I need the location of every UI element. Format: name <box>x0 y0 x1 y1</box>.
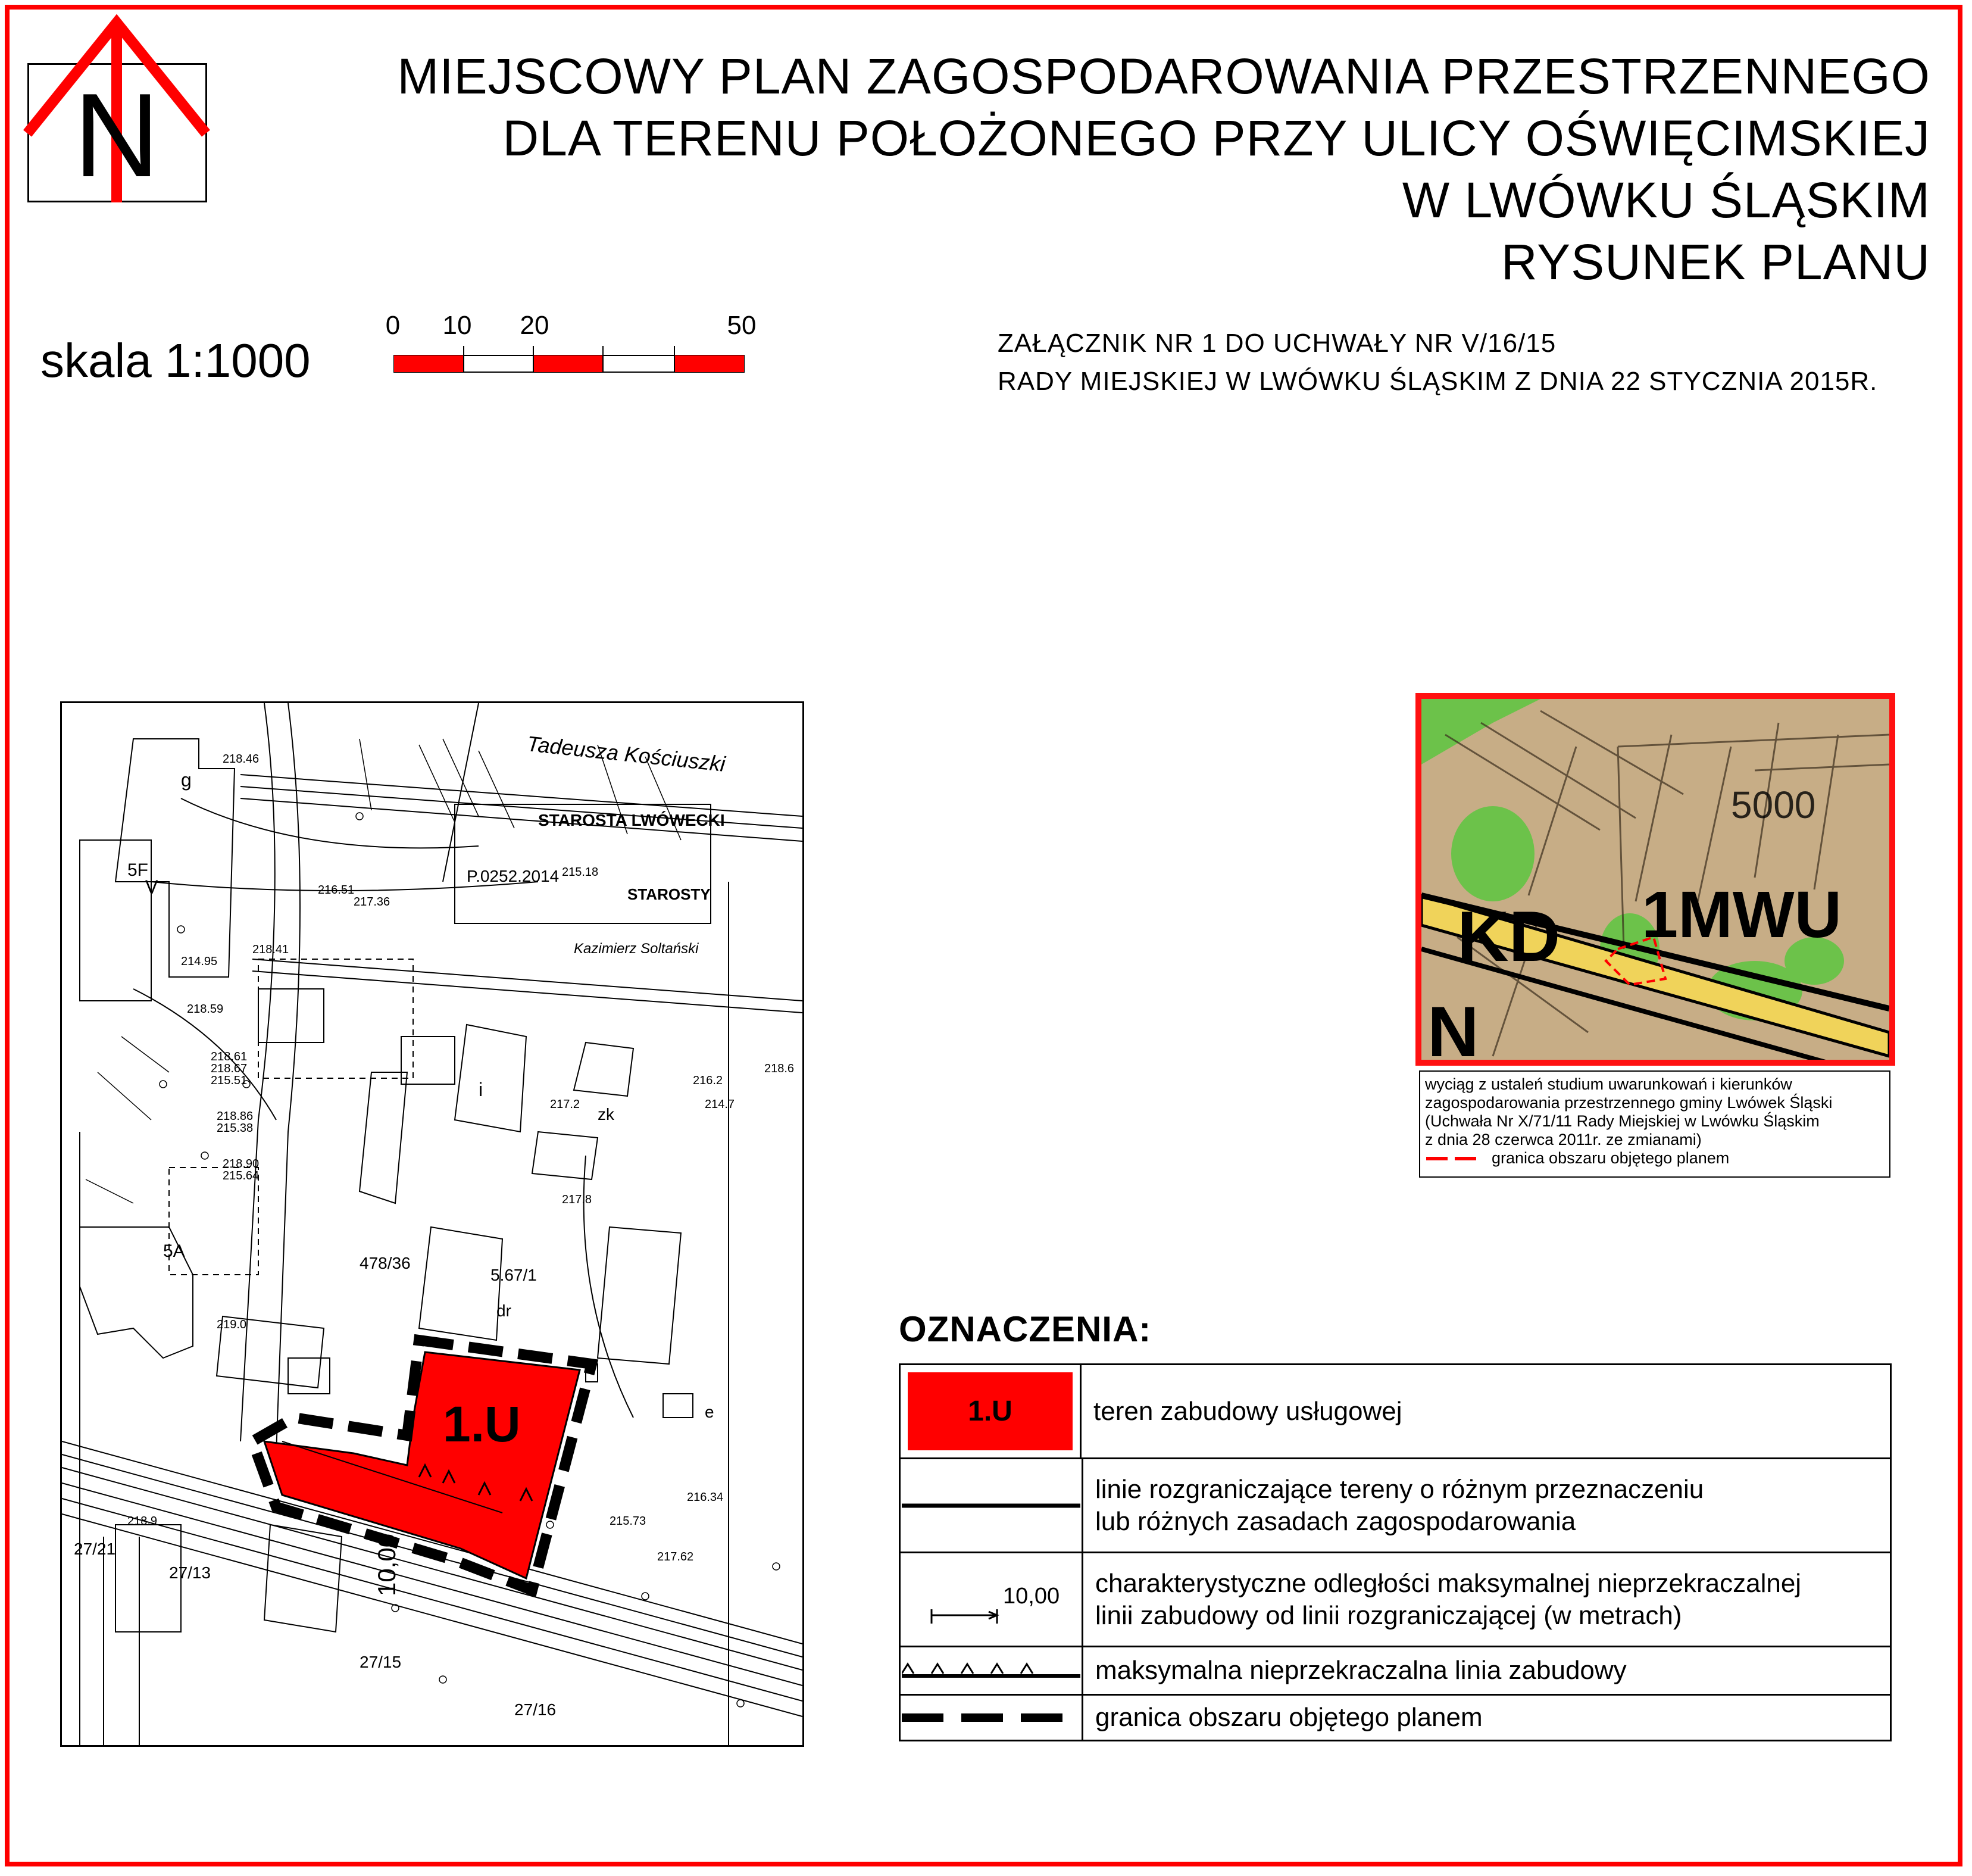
elevation-label: 218.59 <box>187 1003 224 1016</box>
dashed-boundary-icon <box>902 1706 1080 1730</box>
scale-bar <box>381 307 762 378</box>
legend-row-distance <box>901 1553 1890 1647</box>
parcel-5-67-1: 5.67/1 <box>490 1266 537 1284</box>
elevation-label: 218.61 <box>211 1050 248 1063</box>
elevation-label: 217.62 <box>657 1550 694 1563</box>
building-code-5a: 5A <box>163 1241 185 1261</box>
annex-line-1: ZAŁĄCZNIK NR 1 DO UCHWAŁY NR V/16/15 <box>998 329 1557 358</box>
zone-1u-label: 1.U <box>443 1396 521 1452</box>
building-code-g-1: g <box>181 769 192 791</box>
legend-text: granica obszaru objętego planem <box>1095 1703 1483 1732</box>
inset-legend-label: granica obszaru objętego planem <box>1492 1149 1730 1167</box>
approval-stamp <box>455 804 725 957</box>
legend-desc <box>1083 1459 1890 1552</box>
stamp-role: STAROSTY <box>627 885 711 903</box>
elevation-label: 218.46 <box>223 753 260 766</box>
elevation-label: 218.41 <box>252 943 289 956</box>
parcel-27-15: 27/15 <box>360 1653 402 1671</box>
parcel-27-13: 27/13 <box>169 1563 211 1582</box>
title-line-2: DLA TERENU POŁOŻONEGO PRZY ULICY OŚWIĘCIMSKIEJ <box>502 110 1930 166</box>
scale-seg-5 <box>674 355 744 372</box>
legend-desc <box>1083 1696 1890 1740</box>
elevation-label: 216.2 <box>693 1074 723 1087</box>
elevation-label: 215.73 <box>610 1515 646 1528</box>
parcel-478-36: 478/36 <box>360 1254 411 1272</box>
inset-caption-line-3: (Uchwała Nr X/71/11 Rady Miejskiej w Lwówku Śląskim <box>1425 1112 1820 1130</box>
elevation-label: 215.18 <box>562 866 599 879</box>
inset-label-1mwu: 1MWU <box>1642 878 1842 951</box>
elevation-label: 219.0 <box>217 1318 247 1331</box>
legend-text: teren zabudowy usługowej <box>1093 1396 1402 1426</box>
legend-distance-value: 10,00 <box>1003 1583 1060 1609</box>
building-code-v-1: V <box>145 876 158 898</box>
legend-text: lub różnych zasadach zagospodarowania <box>1095 1506 1576 1536</box>
legend-symbol-cell <box>901 1365 1082 1457</box>
elevation-label: 218.90 <box>223 1157 260 1170</box>
building-code-i: i <box>479 1079 483 1100</box>
parcel-27-16: 27/16 <box>514 1700 557 1719</box>
solid-line-icon <box>902 1494 1080 1518</box>
legend-row-boundary-lines <box>901 1459 1890 1553</box>
inset-legend-row <box>1425 1149 1885 1168</box>
scale-seg-1 <box>394 355 464 372</box>
elevation-label: 217.2 <box>550 1098 580 1111</box>
inset-label-n: N <box>1427 992 1479 1060</box>
inset-caption-line-2: zagospodarowania przestrzennego gminy Lwówek Śląski <box>1425 1094 1833 1112</box>
plan-title <box>204 45 1930 293</box>
red-dashed-line-icon <box>1425 1155 1485 1162</box>
scale-seg-3 <box>533 355 603 372</box>
legend-text: linie rozgraniczające tereny o różnym przeznaczeniu <box>1095 1474 1704 1504</box>
inset-caption-line-1: wyciąg z ustaleń studium uwarunkowań i kierunków <box>1425 1075 1792 1093</box>
elevation-label: 214.7 <box>705 1098 735 1111</box>
scale-tick-50: 50 <box>727 311 757 340</box>
elevation-label: 217.36 <box>354 895 390 909</box>
annex-text <box>998 324 1877 401</box>
elevation-label: 216.51 <box>318 884 355 897</box>
inset-caption-line-4: z dnia 28 czerwca 2011r. ze zmianami) <box>1425 1131 1702 1148</box>
zone-1u-swatch: 1.U <box>908 1372 1073 1450</box>
building-code-zk: zk <box>598 1105 614 1123</box>
scale-tick-0: 0 <box>385 311 401 340</box>
building-code-5f: 5F <box>127 860 149 880</box>
legend-desc <box>1082 1365 1890 1457</box>
legend-desc <box>1083 1553 1890 1646</box>
distance-arrow-icon <box>902 1564 1080 1635</box>
cadastral-map <box>60 701 804 1747</box>
legend-row-plan-boundary <box>901 1696 1890 1740</box>
title-line-4: RYSUNEK PLANU <box>1501 234 1930 290</box>
stamp-name: Kazimierz Soltański <box>574 941 699 957</box>
elevation-label: 218.67 <box>211 1062 248 1075</box>
legend-table <box>899 1363 1892 1741</box>
north-arrow <box>27 63 207 202</box>
inset-caption <box>1419 1070 1890 1178</box>
scale-label: skala 1:1000 <box>40 334 311 387</box>
legend-title: OZNACZENIA: <box>899 1309 1152 1349</box>
legend-symbol-cell <box>901 1647 1083 1694</box>
north-letter: N <box>73 69 160 202</box>
inset-label-kd: KD <box>1457 897 1561 976</box>
title-line-3: W LWÓWKU ŚLĄSKIM <box>1402 172 1930 228</box>
title-line-1: MIEJSCOWY PLAN ZAGOSPODAROWANIA PRZESTRZENNEGO <box>397 48 1930 104</box>
elevation-label: 215.64 <box>223 1169 260 1182</box>
scale-tick-10: 10 <box>442 311 472 340</box>
parcel-27-21: 27/21 <box>74 1540 116 1558</box>
stamp-ref: P.0252.2014 <box>467 867 560 885</box>
scale-tick-20: 20 <box>520 311 549 340</box>
elevation-label: 214.95 <box>181 955 218 968</box>
street-label: Tadeusza Kościuszki <box>526 731 727 776</box>
legend-row-building-line <box>901 1647 1890 1696</box>
legend-symbol-cell <box>901 1553 1083 1646</box>
legend-desc <box>1083 1647 1890 1694</box>
zone-1u-area <box>264 1352 580 1578</box>
legend-symbol-cell <box>901 1696 1083 1740</box>
stamp-title: STAROSTA LWÓWECKI <box>538 811 725 829</box>
inset-study-map <box>1415 693 1895 1066</box>
elevation-label: 218.6 <box>764 1062 795 1075</box>
north-arrow-icon <box>27 63 207 202</box>
elevation-label: 215.51 <box>211 1074 248 1087</box>
legend-row-zone <box>901 1365 1890 1459</box>
elevation-label: 216.34 <box>687 1491 724 1504</box>
inset-label-5000: 5000 <box>1731 784 1816 826</box>
elevation-label: 218.86 <box>217 1110 254 1123</box>
legend-text: maksymalna nieprzekraczalna linia zabudowy <box>1095 1656 1627 1685</box>
elevation-label: 218.9 <box>127 1515 158 1528</box>
map-drawing <box>62 703 802 1745</box>
legend-symbol-cell <box>901 1459 1083 1552</box>
inset-drawing <box>1421 699 1889 1060</box>
elevation-label: 217.8 <box>562 1193 592 1206</box>
building-line-icon <box>902 1656 1080 1685</box>
building-code-e: e <box>705 1403 714 1421</box>
annex-line-2: RADY MIEJSKIEJ W LWÓWKU ŚLĄSKIM Z DNIA 22 STYCZNIA 2015R. <box>998 367 1878 396</box>
legend-text: charakterystyczne odległości maksymalnej nieprzekraczalnej <box>1095 1568 1802 1598</box>
distance-label: 10,00 <box>373 1533 401 1596</box>
parcel-dr: dr <box>496 1301 511 1320</box>
elevation-label: 215.38 <box>217 1122 254 1135</box>
legend-text: linii zabudowy od linii rozgraniczającej (w metrach) <box>1095 1600 1682 1630</box>
